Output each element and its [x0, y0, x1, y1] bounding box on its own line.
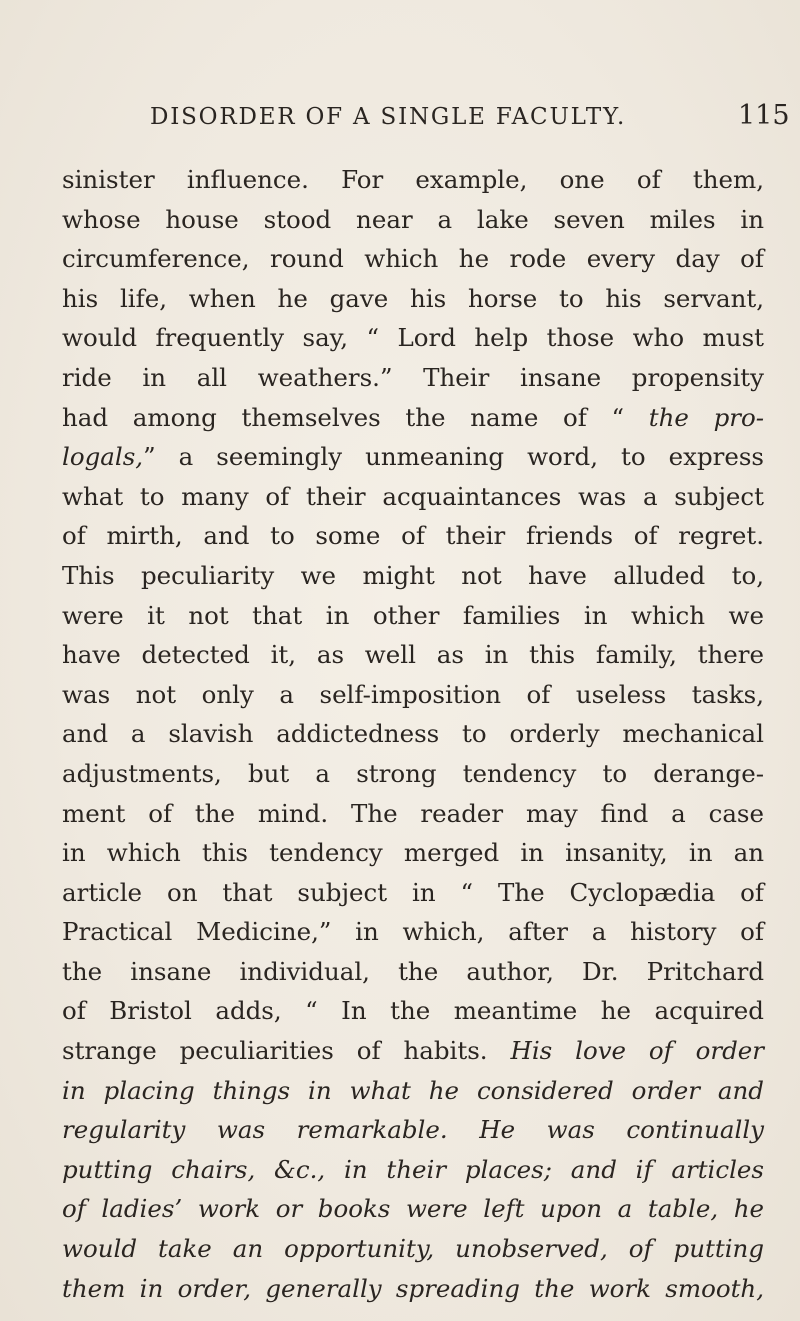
- italic-segment: logals,: [62, 442, 144, 472]
- text-line: adjustments, but a strong tendency to derange-: [62, 758, 764, 788]
- text-line: in which this tendency merged in insanity, in an: [62, 838, 764, 868]
- body-text: [62, 160, 764, 1308]
- text-line: This peculiarity we might not have alluded to,: [62, 560, 764, 590]
- running-title: DISORDER OF A SINGLE FACULTY.: [150, 104, 627, 130]
- text-segment: strange peculiarities of habits.: [62, 1036, 511, 1066]
- text-line: the insane individual, the author, Dr. Pritchard: [62, 956, 764, 986]
- text-line: was not only a self-imposition of useless tasks,: [62, 679, 764, 709]
- text-line: Practical Medicine,” in which, after a history of: [62, 917, 764, 947]
- italic-segment: His love of order: [510, 1036, 764, 1066]
- text-line-italic: them in order, generally spreading the work smooth,: [62, 1273, 764, 1303]
- text-line: circumference, round which he rode every day of: [62, 244, 764, 274]
- text-line-italic: regularity was remarkable. He was continually: [62, 1115, 764, 1145]
- text-line: his life, when he gave his horse to his servant,: [62, 283, 764, 313]
- text-line: were it not that in other families in which we: [62, 600, 764, 630]
- page-number: 115: [738, 100, 790, 131]
- text-line-italic: putting chairs, &c., in their places; and if articles: [62, 1154, 764, 1184]
- text-line: [62, 1031, 764, 1071]
- text-line-italic: in placing things in what he considered order and: [62, 1075, 764, 1105]
- text-line: ride in all weathers.” Their insane propensity: [62, 362, 764, 392]
- text-line: whose house stood near a lake seven miles in: [62, 204, 764, 234]
- italic-segment: the pro-: [648, 402, 764, 432]
- text-line: of mirth, and to some of their friends of regret.: [62, 521, 764, 551]
- text-line-italic: would take an opportunity, unobserved, of putting: [62, 1234, 764, 1264]
- text-line: what to many of their acquaintances was a subject: [62, 481, 764, 511]
- text-segment: had among themselves the name of “: [62, 402, 649, 432]
- text-line: would frequently say, “ Lord help those who must: [62, 323, 764, 353]
- text-line-italic: of ladies’ work or books were left upon a table, he: [62, 1194, 764, 1224]
- text-line: of Bristol adds, “ In the meantime he acquired: [62, 996, 764, 1026]
- text-line: article on that subject in “ The Cyclopædia of: [62, 877, 764, 907]
- text-line: sinister influence. For example, one of them,: [62, 165, 764, 194]
- text-line: ment of the mind. The reader may find a case: [62, 798, 764, 828]
- text-line: [62, 437, 764, 477]
- text-segment: ” a seemingly unmeaning word, to express: [143, 442, 764, 472]
- text-line: [62, 398, 764, 438]
- text-line: and a slavish addictedness to orderly mechanical: [62, 719, 764, 749]
- page-header: [0, 100, 800, 144]
- text-line: have detected it, as well as in this family, there: [62, 640, 764, 670]
